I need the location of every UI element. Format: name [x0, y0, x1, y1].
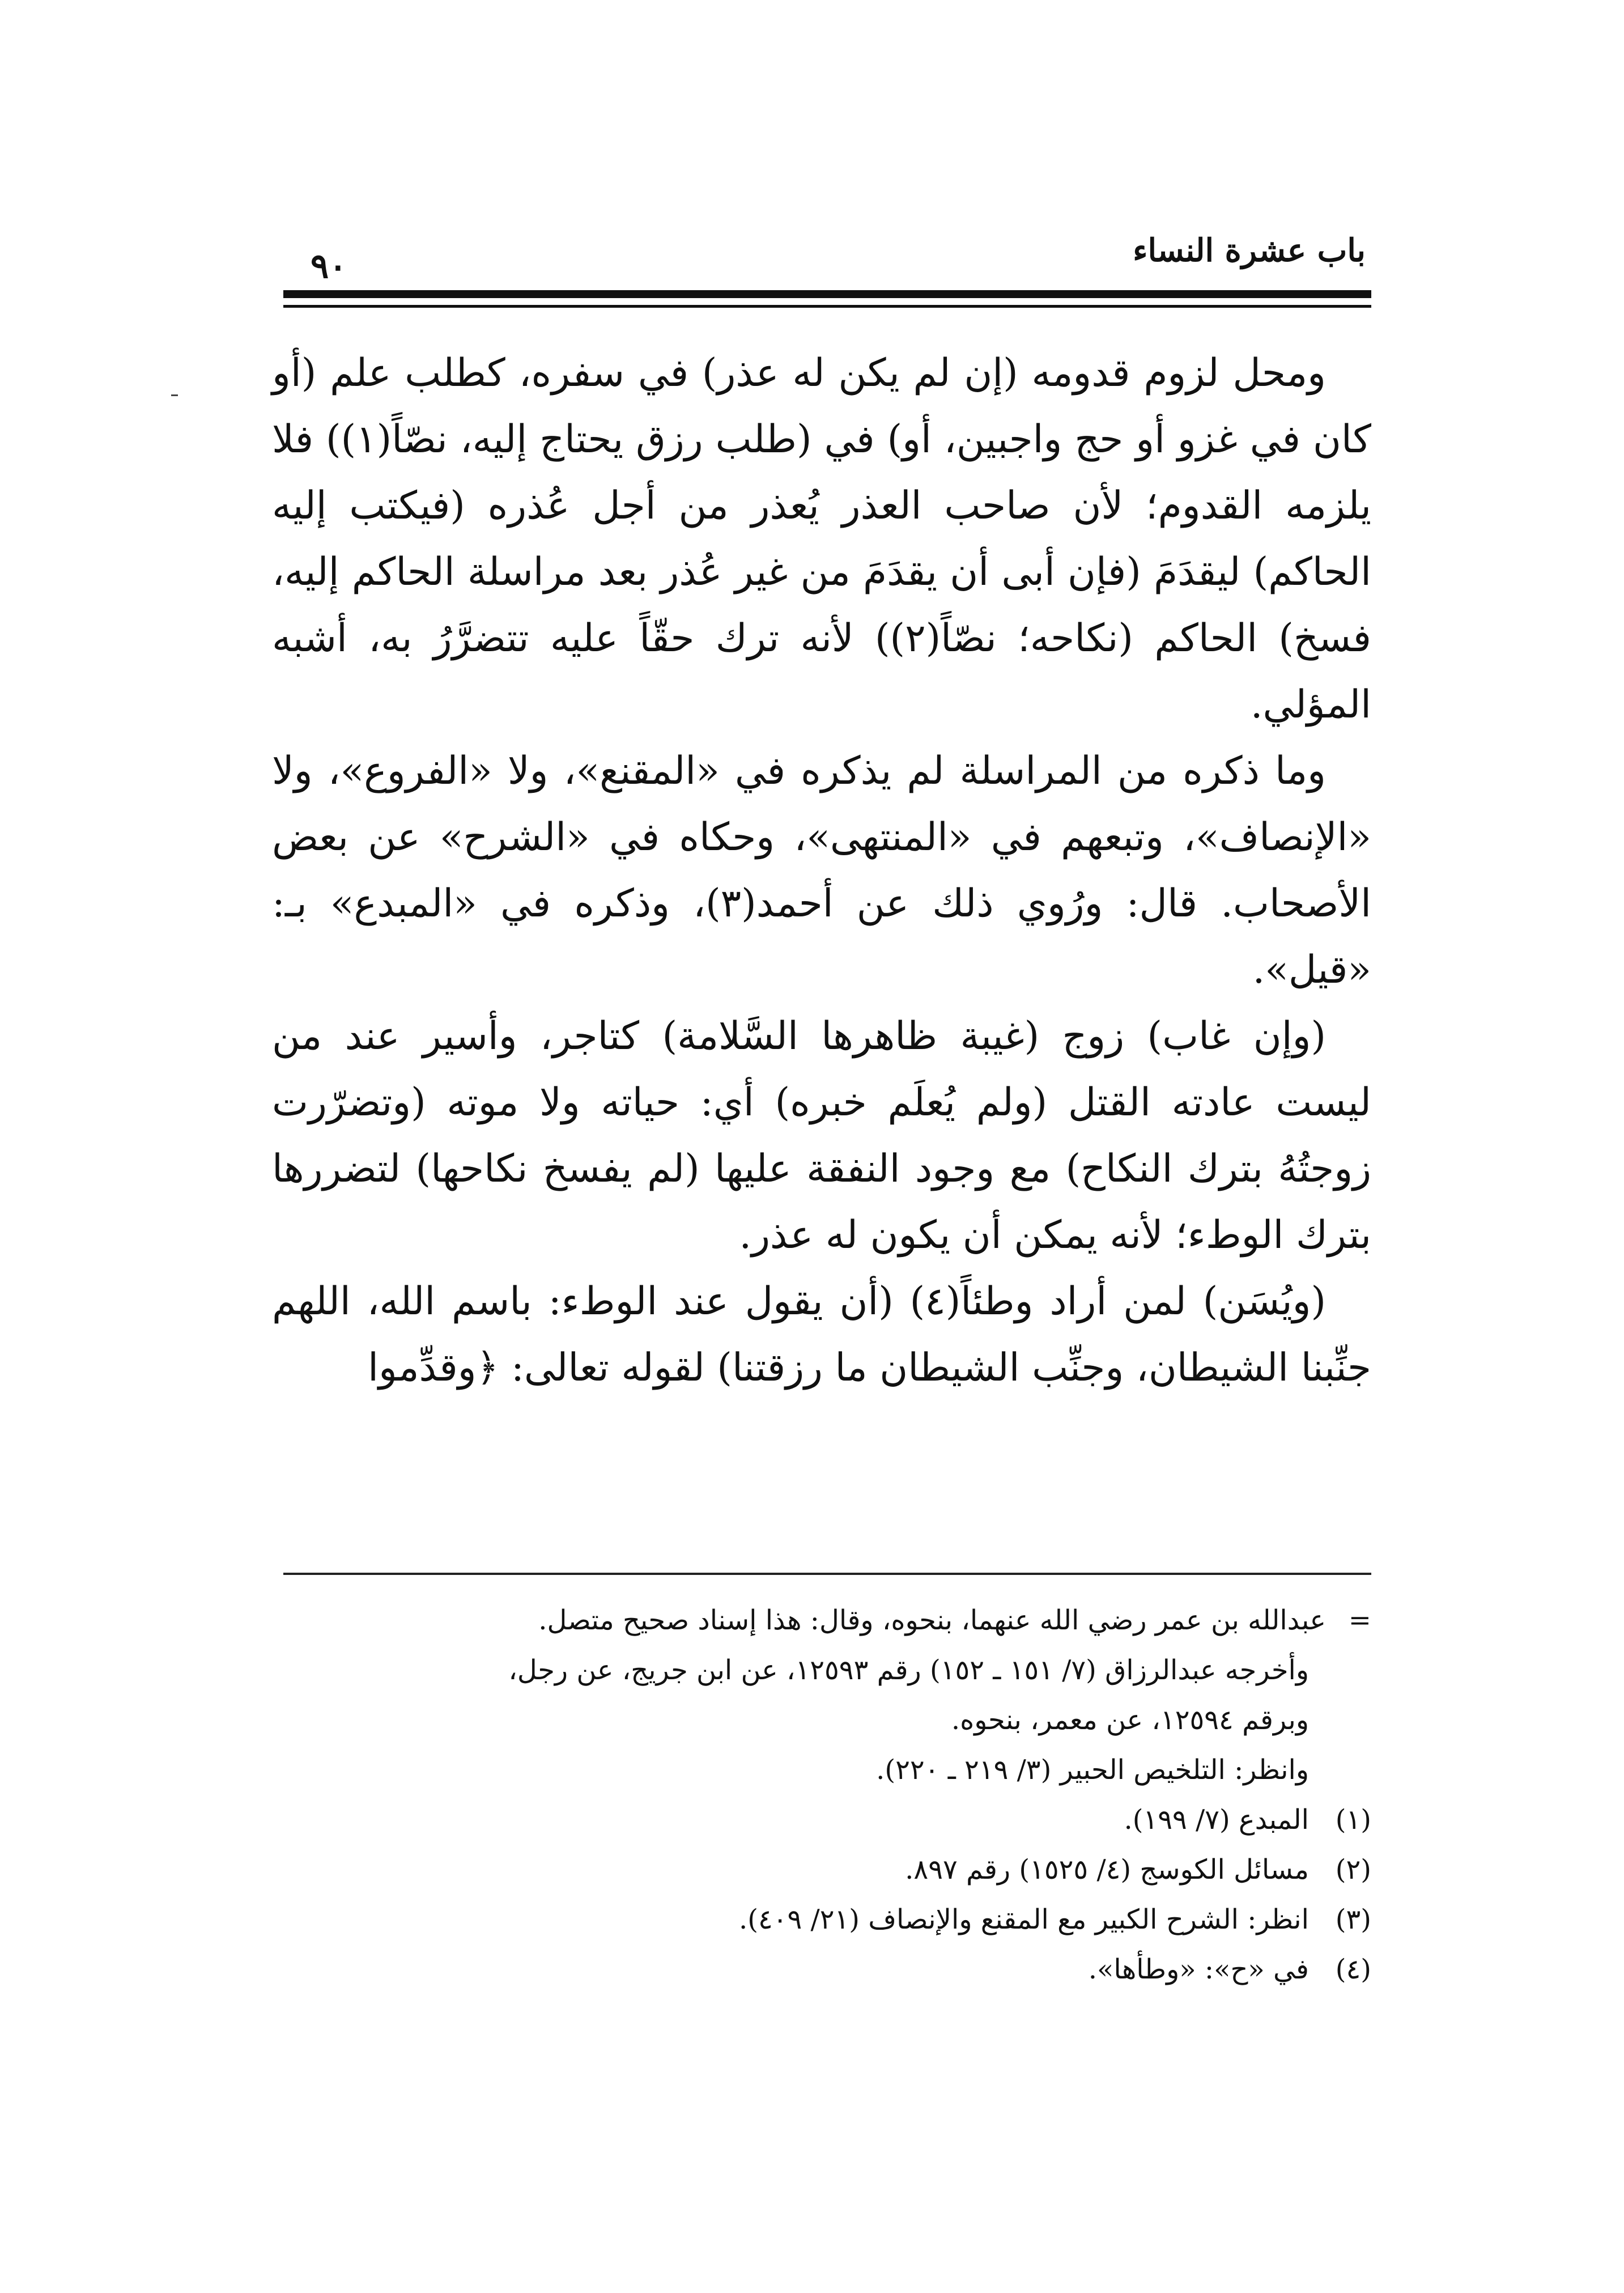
footnote-4: [283, 1944, 1371, 1994]
footnote-continuation-line: وأخرجه عبدالرزاق (٧/ ١٥١ ـ ١٥٢) رقم ١٢٥٩٣، عن ابن جريج، عن رجل،: [508, 1654, 1309, 1686]
running-header-title: باب عشرة النساء: [1133, 232, 1366, 269]
footnotes: [283, 1595, 1371, 1994]
footnote-number: (١): [1335, 1804, 1371, 1836]
header-rule-thin: [283, 305, 1371, 308]
paragraph-1: ومحل لزوم قدومه (إن لم يكن له عذر) في سفره، كطلب علم (أو كان في غزو أو حج واجبين، أو) في (طلب رزق يحتاج إليه، نصّاً(١)) فلا يلزمه القدوم؛ لأن صاحب العذر يُعذر من أجل عُذره (فيكتب إليه الحاكم) ليقدَمَ (فإن أبى أن يقدَمَ من غير عُذر بعد مراسلة الحاكم إليه، فسخ) الحاكم (نكاحه؛ نصّاً(٢)) لأنه ترك حقّاً عليه تتضرَّرُ به، أشبه المؤلي.: [272, 351, 1371, 727]
footnote-number: (٣): [1335, 1904, 1371, 1935]
footnote-continuation-line: عبدالله بن عمر رضي الله عنهما، بنحوه، وقال: هذا إسناد صحيح متصل.: [538, 1604, 1326, 1636]
page-number: ٩٠: [311, 247, 347, 286]
footnote-text: في «ح»: «وطأها».: [1088, 1954, 1309, 1985]
paragraph-4: (ويُسَن) لمن أراد وطئاً(٤) (أن يقول عند الوطء: باسم الله، اللهم جنِّبنا الشيطان، وجنِّب الشيطان ما رزقتنا) لقوله تعالى: ﴿وقدِّموا: [272, 1279, 1371, 1390]
footnote-3: [283, 1895, 1371, 1944]
paragraph-3: (وإن غاب) زوج (غيبة ظاهرها السَّلامة) كتاجر، وأسير عند من ليست عادته القتل (ولم يُعلَم خبره) أي: حياته ولا موته (وتضرّرت زوجتُهُ بترك النكاح) مع وجود النفقة عليها (لم يفسخ نكاحها) لتضررها بترك الوطء؛ لأنه يمكن أن يكون له عذر.: [272, 1014, 1371, 1258]
footnote-2: [283, 1845, 1371, 1895]
footnote-continuation: [283, 1595, 1371, 1645]
footnote-text: المبدع (٧/ ١٩٩).: [1124, 1804, 1309, 1836]
footnote-number: (٢): [1335, 1854, 1371, 1886]
footnote-1: [283, 1795, 1371, 1845]
footnote-text: انظر: الشرح الكبير مع المقنع والإنصاف (٢١/ ٤٠٩).: [738, 1904, 1309, 1935]
continuation-marker: =: [1348, 1604, 1371, 1636]
scan-mark: [171, 394, 178, 396]
footnote-text: مسائل الكوسج (٤/ ١٥٢٥) رقم ٨٩٧.: [905, 1854, 1309, 1886]
footnote-continuation-line: وانظر: التلخيص الحبير (٣/ ٢١٩ ـ ٢٢٠).: [876, 1754, 1309, 1786]
footnote-number: (٤): [1335, 1954, 1371, 1985]
footnote-separator: [283, 1573, 1371, 1575]
paragraph-2: وما ذكره من المراسلة لم يذكره في «المقنع»، ولا «الفروع»، ولا «الإنصاف»، وتبعهم في «المنتهى»، وحكاه في «الشرح» عن بعض الأصحاب. قال: ورُوي ذلك عن أحمد(٣)، وذكره في «المبدع» بـ: «قيل».: [272, 749, 1372, 992]
main-text: [272, 340, 1371, 1401]
header-rule-thick: [283, 290, 1371, 298]
footnote-continuation-line: وبرقم ١٢٥٩٤، عن معمر، بنحوه.: [951, 1704, 1309, 1736]
